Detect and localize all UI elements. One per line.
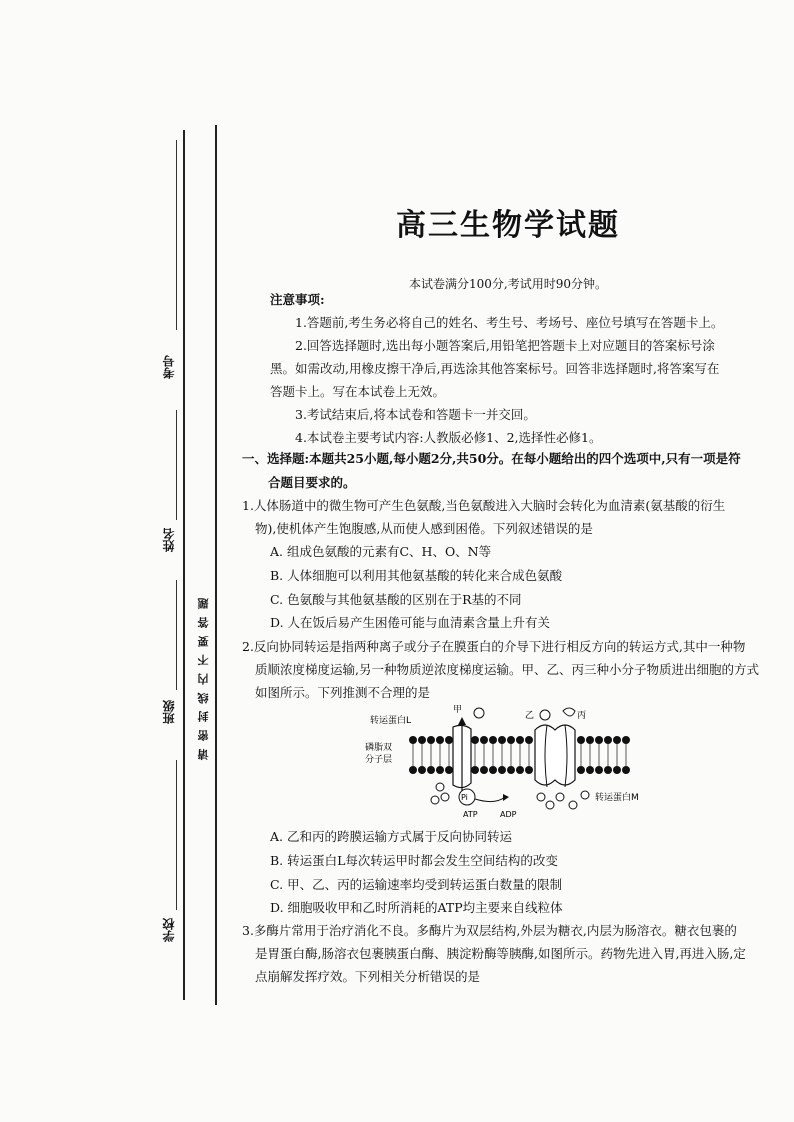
- label-yi: 乙: [525, 711, 535, 721]
- q1-option-c: C. 色氨酸与其他氨基酸的区别在于R基的不同: [270, 592, 522, 607]
- label-jia: 甲: [453, 705, 463, 715]
- section-1-heading-cont: 合题目要求的。: [268, 475, 356, 490]
- exam-title: 高三生物学试题: [396, 208, 620, 243]
- label-atp: ATP: [463, 810, 478, 819]
- school-label: 学校: [162, 918, 176, 942]
- exam-number-label: 考号: [162, 355, 176, 379]
- binding-line-outer: [183, 130, 185, 1000]
- label-transporter-l: 转运蛋白L: [370, 716, 412, 726]
- q1-option-a: A. 组成色氨酸的元素有C、H、O、N等: [270, 544, 492, 559]
- note-3: 3.考试结束后,将本试卷和答题卡一并交回。: [295, 407, 536, 422]
- q3-stem-line-2: 是胃蛋白酶,肠溶衣包裹胰蛋白酶、胰淀粉酶等胰酶,如图所示。药物先进入胃,再进入肠,定: [255, 946, 746, 961]
- class-label: 班级: [162, 700, 176, 724]
- q2-option-b: B. 转运蛋白L每次转运甲时都会发生空间结构的改变: [270, 853, 558, 868]
- phospholipid-bilayer: [409, 736, 630, 774]
- label-adp: ADP: [500, 810, 517, 819]
- q1-stem-line-1: 1.人体肠道中的微生物可产生色氨酸,当色氨酸进入大脑时会转化为血清素(氨基酸的衍生: [242, 498, 726, 513]
- q1-option-d: D. 人在饭后易产生困倦可能与血清素含量上升有关: [270, 615, 551, 630]
- school-blank: [176, 760, 177, 910]
- note-1: 1.答题前,考生务必将自己的姓名、考生号、考场号、座位号填写在答题卡上。: [295, 315, 724, 330]
- q3-stem-line-3: 点崩解发挥疗效。下列相关分析错误的是: [255, 969, 481, 984]
- molecule-bing: [563, 708, 575, 716]
- label-bilayer-2: 分子层: [365, 755, 393, 765]
- name-blank: [176, 410, 177, 520]
- notes-heading: 注意事项:: [270, 292, 325, 307]
- note-2: 2.回答选择题时,选出每小题答案后,用铅笔把答题卡上对应题目的答案标号涂: [295, 338, 715, 353]
- label-pi: Pi: [461, 793, 468, 802]
- molecule-yi: [540, 710, 550, 720]
- q1-option-b: B. 人体细胞可以利用其他氨基酸的转化来合成色氨酸: [270, 568, 563, 583]
- q1-stem-line-2: 物),使机体产生饱腹感,从而使人感到困倦。下列叙述错误的是: [255, 521, 593, 536]
- seal-line-notice: 请 密 封 线 内 不 要 答 题: [197, 596, 210, 760]
- q2-stem-line-3: 如图所示。下列推测不合理的是: [255, 685, 431, 700]
- q2-option-d: D. 细胞吸收甲和乙时所消耗的ATP均主要来自线粒体: [270, 900, 563, 915]
- membrane-transport-diagram: [355, 705, 675, 820]
- label-bilayer: 磷脂双: [365, 743, 393, 753]
- exam-subtitle: 本试卷满分100分,考试用时90分钟。: [409, 277, 607, 291]
- molecule-jia: [474, 708, 484, 718]
- q2-option-c: C. 甲、乙、丙的运输速率均受到转运蛋白数量的限制: [270, 877, 563, 892]
- class-blank: [176, 580, 177, 690]
- section-1-heading: 一、选择题:本题共25小题,每小题2分,共50分。在每小题给出的四个选项中,只有一项是符: [242, 451, 741, 466]
- note-2-cont-1: 黑。如需改动,用橡皮擦干净后,再选涂其他答案标号。回答非选择题时,将答案写在: [270, 361, 720, 376]
- note-4: 4.本试卷主要考试内容:人教版必修1、2,选择性必修1。: [295, 430, 602, 445]
- q2-option-a: A. 乙和丙的跨膜运输方式属于反向协同转运: [270, 829, 512, 844]
- q2-stem-line-2: 质顺浓度梯度运输,另一种物质逆浓度梯度运输。甲、乙、丙三种小分子物质进出细胞的方式: [255, 662, 759, 677]
- note-2-cont-2: 答题卡上。写在本试卷上无效。: [270, 384, 446, 399]
- label-bing: 丙: [577, 711, 587, 721]
- binding-line-inner: [215, 125, 217, 1005]
- q3-stem-line-1: 3.多酶片常用于治疗消化不良。多酶片为双层结构,外层为糖衣,内层为肠溶衣。糖衣包裹的: [242, 923, 737, 938]
- name-label: 姓名: [162, 528, 176, 552]
- label-transporter-m: 转运蛋白M: [595, 793, 639, 803]
- transporter-m-shape: [535, 725, 575, 785]
- q2-stem-line-1: 2.反向协同转运是指两种离子或分子在膜蛋白的介导下进行相反方向的转运方式,其中一种物: [242, 639, 746, 654]
